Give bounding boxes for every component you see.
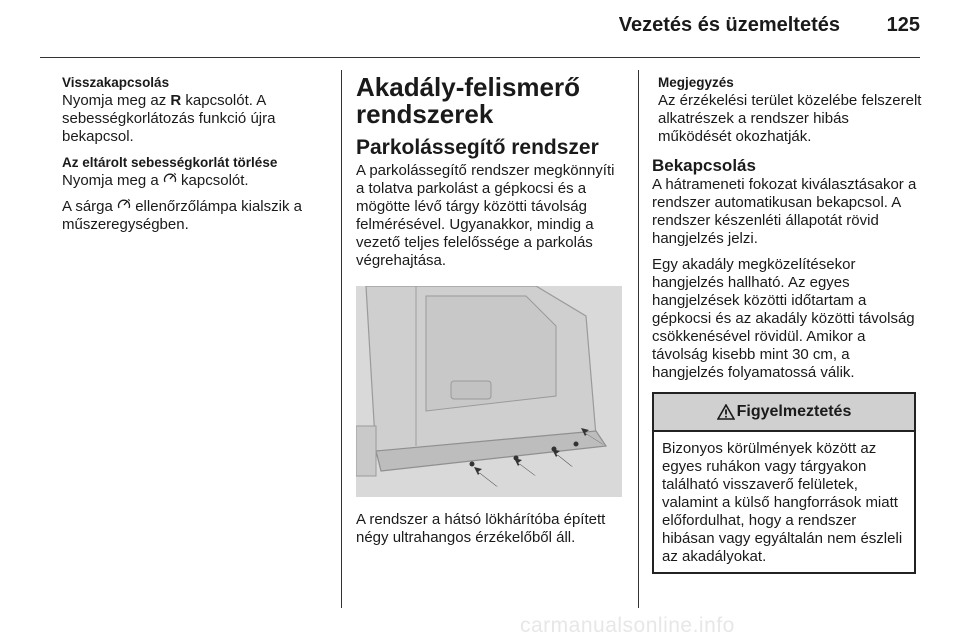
subheading-clear-limit: Az eltárolt sebességkorlát törlése: [62, 155, 278, 170]
section-reactivation: [62, 74, 334, 146]
note-title: Megjegyzés: [658, 75, 734, 90]
intro-paragraph: A parkolássegítő rendszer megkönnyíti a tolatva parkolást a gépkocsi és a mögötte lévő tárgy közötti távolság felmérésével. Ugyanakkor, mindig a vezető teljes felelőssége a parkolás végrehajtása.: [356, 162, 615, 269]
page-number: 125: [886, 14, 920, 36]
text-fragment: Nyomja meg az: [62, 92, 171, 109]
text-fragment: ellenőrzőlámpa kialszik a műszeregységben.: [62, 198, 302, 233]
header-divider: [40, 57, 920, 58]
speed-limiter-icon: [117, 198, 131, 212]
activation-paragraph: A hátrameneti fokozat kiválasztásakor a rendszer automatikusan bekapcsol. A rendszer készenléti állapotát rövid hangjelzés jelzi.: [652, 176, 917, 247]
section-title: Akadály-felismerő rendszerek: [356, 72, 580, 129]
warning-title: Figyelmeztetés: [736, 403, 852, 420]
van-rear-sensors-illustration: [356, 286, 622, 497]
note-box: [658, 74, 922, 146]
warning-text: Bizonyos körülmények között az egyes ruhákon vagy tárgyakon található visszaverő felületek, valamint a külső hangforrások miatt előfordulhat, hogy a rendszer hibásan vagy egyáltalán nem észleli az akadályokat.: [662, 440, 903, 565]
section-clear-limit: [62, 154, 334, 190]
page-header-title: Vezetés és üzemeltetés: [618, 14, 840, 36]
warning-box: [652, 392, 916, 574]
column-right: [652, 74, 922, 574]
note-text: Az érzékelési terület közelébe felszerelt alkatrészek a rendszer hibás működését okozhatják.: [658, 92, 922, 145]
warning-triangle-icon: [717, 404, 735, 420]
subheading-activation: Bekapcsolás: [652, 156, 756, 175]
text-fragment: kapcsolót. A sebességkorlátozás funkció újra bekapcsol.: [62, 92, 276, 145]
column-left: [62, 74, 334, 242]
watermark: carmanualsonline.info: [520, 614, 735, 637]
figure-caption: A rendszer a hátsó lökhárítóba épített négy ultrahangos érzékelőből áll.: [356, 511, 606, 546]
column-divider-right: [638, 70, 639, 608]
column-divider-left: [341, 70, 342, 608]
key-label: R: [170, 92, 182, 109]
signal-paragraph: Egy akadály megközelítésekor hangjelzés hallható. Az egyes hangjelzések közötti időtartam a gépkocsi és az akadály közötti távolság csökkenésével rövidül. Amikor a távolság kisebb mint 30 cm, a hangjelzés folyamatossá válik.: [652, 256, 915, 381]
text-fragment: Nyomja meg a: [62, 172, 163, 189]
paragraph-lamp: [62, 198, 334, 234]
subheading-reactivation: Visszakapcsolás: [62, 75, 170, 90]
text-fragment: A sárga: [62, 198, 118, 215]
column-middle: [356, 74, 626, 555]
warning-header: [654, 394, 914, 432]
text-fragment: kapcsolót.: [176, 172, 249, 189]
van-rear-illustration: [356, 286, 622, 497]
speed-limiter-icon: [163, 172, 177, 186]
section-subtitle: Parkolássegítő rendszer: [356, 136, 599, 159]
